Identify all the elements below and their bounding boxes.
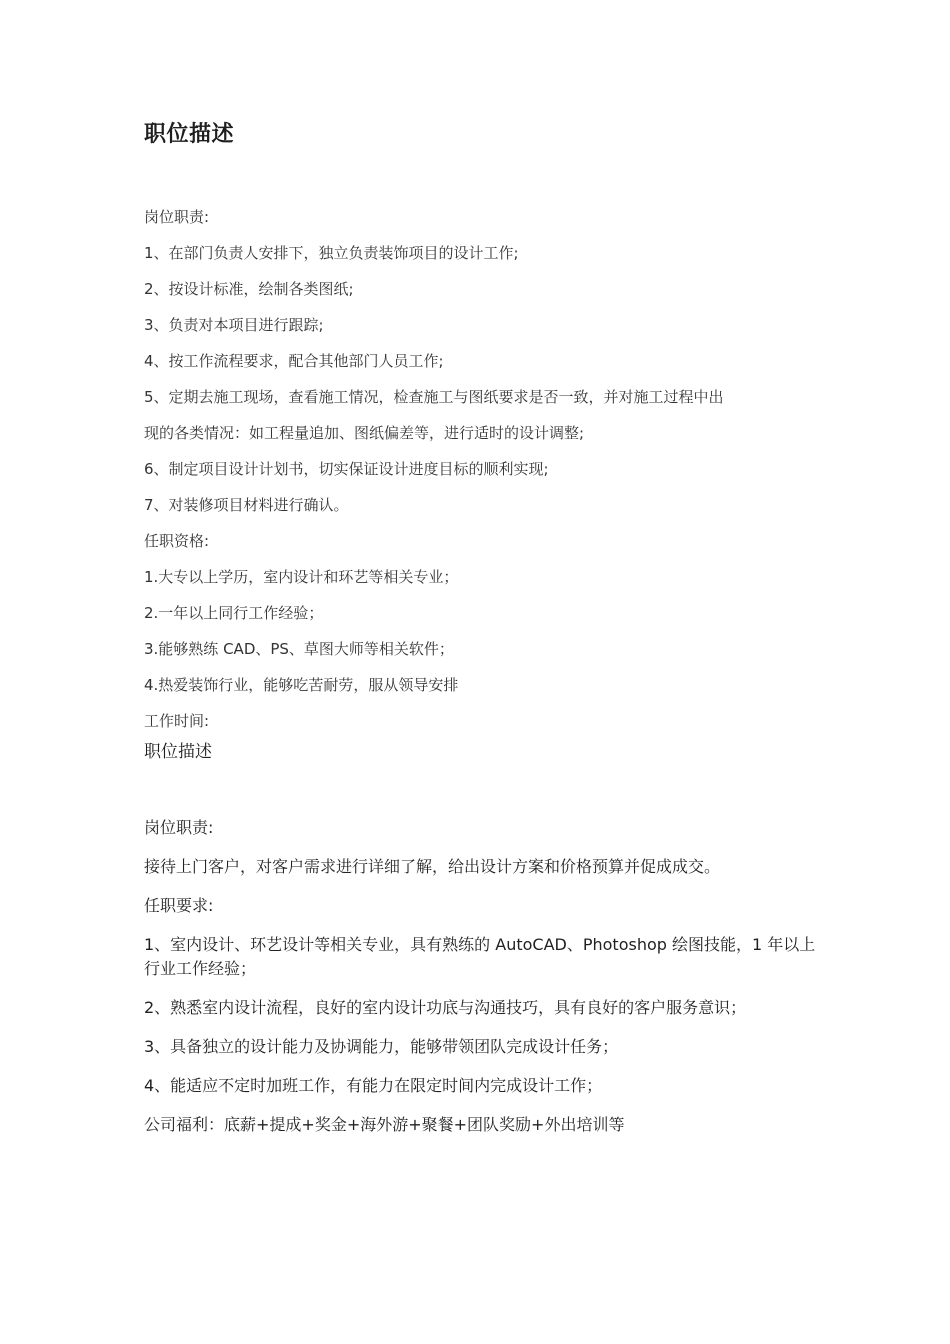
qualifications-heading: 任职资格: [144,532,210,550]
job-description-section-2 [144,738,824,1152]
responsibility-item-continued: 现的各类情况：如工程量追加、图纸偏差等，进行适时的设计调整; [144,424,585,442]
requirement-item: 1、室内设计、环艺设计等相关专业，具有熟练的 AutoCAD、Photoshop 绘图技能，1 年以上行业工作经验； [144,935,816,978]
requirement-item: 3、具备独立的设计能力及协调能力，能够带领团队完成设计任务； [144,1037,619,1056]
responsibility-item: 6、制定项目设计计划书，切实保证设计进度目标的顺利实现; [144,460,549,478]
responsibility-item: 5、定期去施工现场，查看施工情况，检查施工与图纸要求是否一致，并对施工过程中出 [144,388,724,406]
requirement-item: 4、能适应不定时加班工作，有能力在限定时间内完成设计工作； [144,1076,603,1095]
section-title: 职位描述 [144,742,212,762]
page-title: 职位描述 [144,122,235,147]
responsibilities-heading: 岗位职责: [144,208,210,226]
requirements-heading: 任职要求: [144,896,214,915]
requirement-item: 2、熟悉室内设计流程，良好的室内设计功底与沟通技巧，具有良好的客户服务意识； [144,998,747,1017]
responsibility-item: 4、按工作流程要求，配合其他部门人员工作; [144,352,444,370]
responsibilities-heading: 岗位职责: [144,818,214,837]
spacer [144,766,824,816]
benefits-text: 公司福利：底薪+提成+奖金+海外游+聚餐+团队奖励+外出培训等 [144,1115,625,1134]
working-hours-heading: 工作时间: [144,712,210,730]
responsibility-item: 3、负责对本项目进行跟踪; [144,316,324,334]
responsibility-item: 7、对装修项目材料进行确认。 [144,496,349,514]
job-description-section-1 [144,199,824,739]
responsibility-item: 2、按设计标准，绘制各类图纸; [144,280,354,298]
responsibility-text: 接待上门客户，对客户需求进行详细了解，给出设计方案和价格预算并促成成交。 [144,857,721,876]
qualification-item: 4.热爱装饰行业，能够吃苦耐劳，服从领导安排 [144,676,459,694]
qualification-item: 1.大专以上学历，室内设计和环艺等相关专业； [144,568,459,586]
qualification-item: 3.能够熟练 CAD、PS、草图大师等相关软件； [144,640,454,658]
responsibility-item: 1、在部门负责人安排下，独立负责装饰项目的设计工作; [144,244,519,262]
qualification-item: 2.一年以上同行工作经验； [144,604,324,622]
